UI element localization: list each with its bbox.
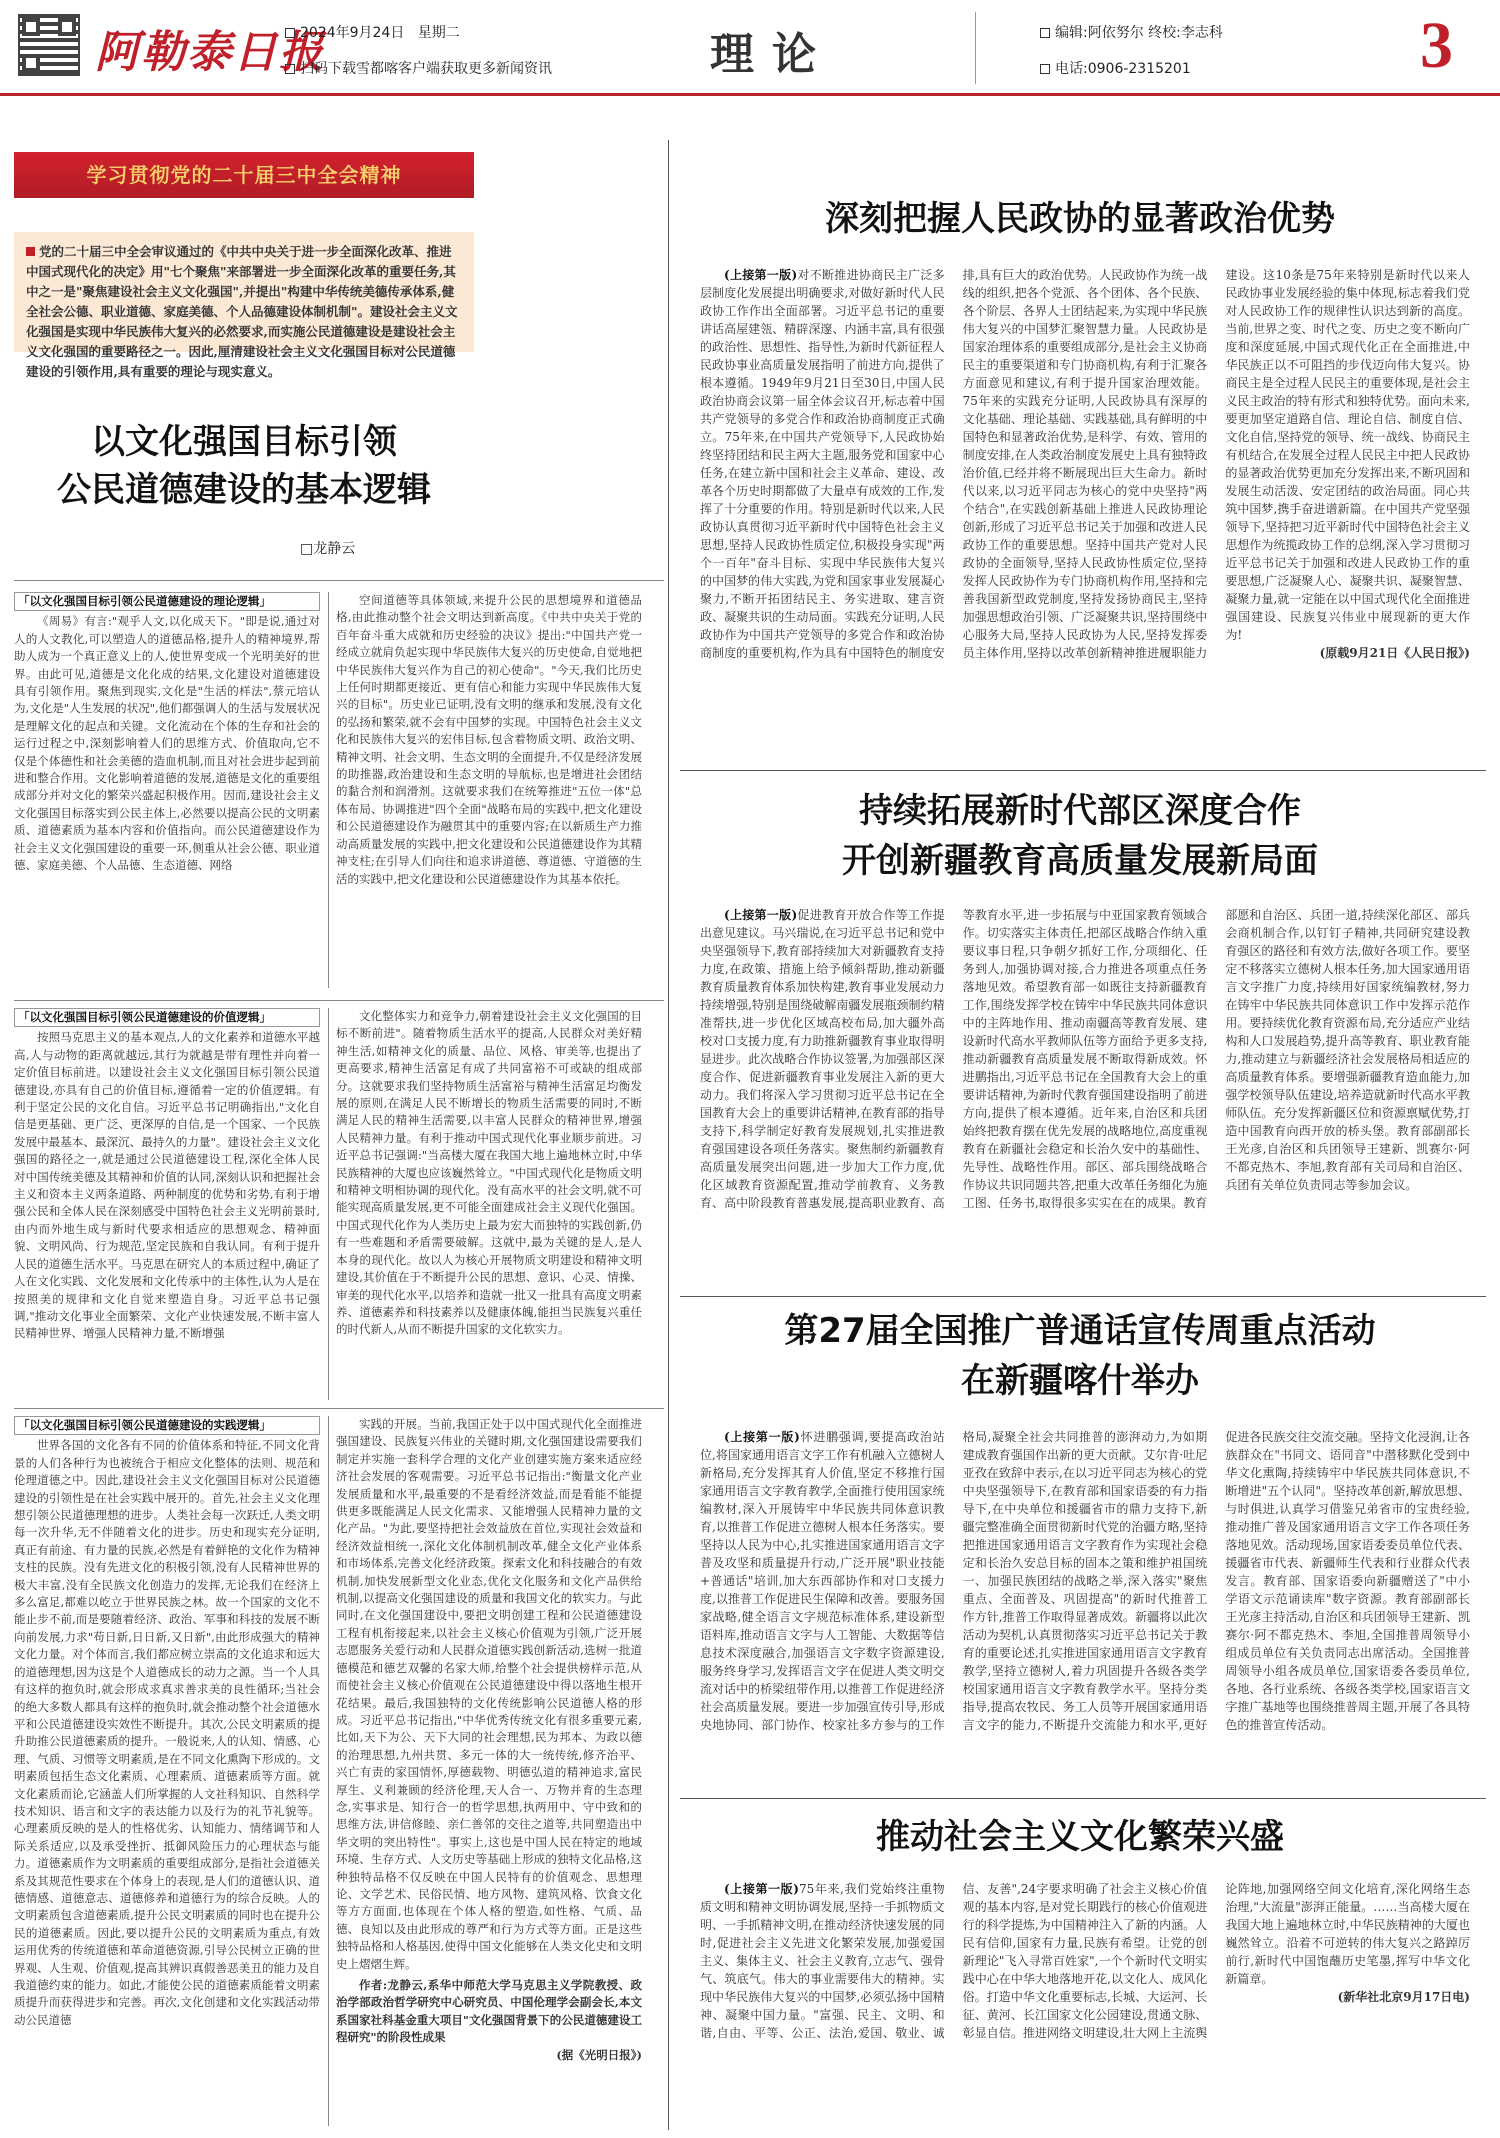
divider	[680, 1296, 1486, 1297]
page-divider	[668, 140, 669, 2130]
issue-date	[285, 22, 460, 42]
divider	[680, 1798, 1486, 1799]
divider	[14, 1000, 664, 1001]
a3-body	[700, 1428, 1470, 1790]
divider	[14, 580, 664, 581]
column-divider	[328, 1416, 329, 2126]
s2-col2	[336, 1008, 642, 1400]
header-divider	[975, 12, 976, 84]
s2-col1	[14, 1008, 320, 1400]
qr-hint-text: 扫码下载雪都喀客户端获取更多新闻资讯	[300, 61, 552, 77]
divider	[14, 1408, 664, 1409]
a4-lead: (上接第一版)	[724, 1882, 799, 1896]
a1-source: (原载9月21日《人民日报》)	[1319, 646, 1470, 660]
a3-title-line-1: 第27届全国推广普通话宣传周重点活动	[784, 1311, 1376, 1351]
editor-text: 编辑:阿依努尔 终校:李志科	[1055, 25, 1223, 41]
a2-text: 促进教育开放合作等工作提出意见建议。马兴瑞说,在习近平总书记和党中央坚强领导下,教育部持续加大对新疆教育支持力度,在政策、措施上给予倾斜帮助,推动新疆教育质量教育体系加快构建,教育事业发展动力持续增强,特别是围绕破解南疆发展瓶颈制约精准帮扶,进一步优化区域高校布局,加大疆外高校对口支援力度,有力助推新疆教育事业取得明显进步。此次战略合作协议签署,为加强部区深度合作、促进新疆教育事业发展注入新的更大动力。我们将深入学习贯彻习近平总书记在全国教育大会上的重要讲话精神,在教育部的指导支持下,科学制定好教育发展规划,扎实推进教育强国建设各项任务落实。聚焦制约新疆教育高质量发展突出问题,进一步加大工作力度,优化区域教育资源配置,推动学前教育、义务教育、高中阶段教育普惠发展,提高职业教育、高等教育水平,进一步拓展与中亚国家教育领域合作。切实落实主体责任,把部区战略合作纳入重要议事日程,只争朝夕抓好工作,分项细化、任务到人,加强协调对接,合力推进各项重点任务落地见效。希望教育部一如既往支持新疆教育工作,围绕发挥学校在铸牢中华民族共同体意识中的主阵地作用、推动南疆高等教育发展、建设新时代高水平教师队伍等方面给予更多支持,推动新疆教育高质量发展不断取得新成效。怀进鹏指出,习近平总书记在全国教育大会上的重要讲话精神,为新时代教育强国建设指明了前进方向,提供了根本遵循。近年来,自治区和兵团始终把教育摆在优先发展的战略地位,高度重视教育在新疆社会稳定和长治久安中的基础性、先导性、战略性作用。部区、部兵围绕战略合作协议共识同题共答,把重大改革任务细化为施工图、任务书,取得很多实实在在的成果。教育部愿和自治区、兵团一道,持续深化部区、部兵会商机制合作,以钉钉子精神,共同研究建设教育强区的路径和有效方法,做好各项工作。要坚定不移落实立德树人根本任务,加大国家通用语言文字推广力度,持续用好国家统编教材,努力在铸牢中华民族共同体意识工作中发挥示范作用。要持续优化教育资源布局,充分适应产业结构和人口发展趋势,提升高等教育、职业教育能力,推动建立与新疆经济社会发展格局相适应的高质量教育体系。要增强新疆教育造血能力,加强学校领导队伍建设,培养造就新时代高水平教师队伍。充分发挥新疆区位和资源禀赋优势,打造中国教育向西开放的桥头堡。教育部副部长王光彦,自治区和兵团领导王建新、凯赛尔·阿不都克热木、李旭,教育部有关司局和自治区、兵团有关单位负责同志等参加会议。	[700, 908, 1470, 1210]
s1-col1	[14, 592, 320, 988]
editor-credit	[1040, 22, 1223, 42]
s3-col2	[336, 1416, 642, 2126]
s3-col2-text: 实践的开展。当前,我国正处于以中国式现代化全面推进强国建设、民族复兴伟业的关键时期,文化强国建设需要我们制定并实施一套科学合理的文化产业创建实施方案来适应经济社会发展的客观需要。习近平总书记指出:"衡量文化产业发展质量和水平,最重要的不是看经济效益,而是看能不能提供更多既能满足人民文化需求、又能增强人民精神力量的文化产品。"为此,要坚持把社会效益放在首位,实现社会效益和经济效益相统一,深化文化体制机制改革,健全文化产业体系和市场体系,完善文化经济政策。探索文化和科技融合的有效机制,加快发展新型文化业态,优化文化服务和文化产品供给机制,以提高文化强国建设的质量和我国文化的软实力。与此同时,在文化强国建设中,要把文明创建工程和公民道德建设工程有机衔接起来,以社会主义核心价值观为引领,广泛开展志愿服务关爱行动和人民群众道德实践创新活动,选树一批道德模范和德艺双馨的名家大师,给整个社会提供榜样示范,从而使社会主义核心价值观在公民道德建设中得以落地生根开花结果。最后,我国独特的文化传统影响公民道德人格的形成。习近平总书记指出,"中华优秀传统文化有很多重要元素,比如,天下为公、天下大同的社会理想,民为邦本、为政以德的治理思想,九州共贯、多元一体的大一统传统,修齐治平、兴亡有责的家国情怀,厚德载物、明德弘道的精神追求,富民厚生、义利兼顾的经济伦理,天人合一、万物并育的生态理念,实事求是、知行合一的哲学思想,执两用中、守中致和的思维方法,讲信修睦、亲仁善邻的交往之道等,共同塑造出中华文明的突出特性"。事实上,这也是中国人民在特定的地域环境、生存方式、人文历史等基础上形成的独特文化品格,这种独特品格不仅反映在中国人民特有的价值观念、思想理论、文学艺术、民俗民情、地方风物、建筑风格、饮食文化等方方面面,也体现在个体人格的塑造,如性格、气质、品德、良知以及由此形成的尊严和行为方式等方面。正是这些独特品格和人格基因,使得中国文化能够在人类文化史和文明史上熠熠生辉。	[336, 1417, 642, 1971]
section-title: 理论	[710, 29, 834, 80]
s1-heading: 「以文化强国目标引领公民道德建设的理论逻辑」	[14, 592, 320, 611]
title-line-1: 以文化强国目标引领	[91, 422, 397, 462]
author-note: 作者:龙静云,系华中师范大学马克思主义学院教授、政治学部政治哲学研究中心研究员、中国伦理学会副会长,本文系国家社科基金重大项目"文化强国背景下的公民道德建设工程研究"的阶段性成果	[336, 1978, 642, 2045]
editor-intro	[14, 232, 474, 379]
column-divider	[328, 592, 329, 988]
a2-lead: (上接第一版)	[724, 908, 798, 922]
masthead	[0, 0, 1500, 96]
s3-col1-text: 世界各国的文化各有不同的价值体系和特征,不同文化背景的人们各种行为也被统合于相应文化整体的法则、规范和伦理道德之中。因此,建设社会主义文化强国目标对公民道德建设的引领性是在社会实践中展开的。首先,社会主义文化理想引领公民道德理想的进步。人类社会每一次跃迁,人类文明每一次升华,无不伴随着文化的进步。历史和现实充分证明,真正有前途、有力量的民族,必然是有着鲜艳的文化作为精神支柱的民族。没有先进文化的积极引领,没有人民精神世界的极大丰富,没有全民族文化创造力的发挥,无论我们在经济上多么富足,都难以屹立于世界民族之林。故一个国家的文化不能止步不前,而是要随着经济、政治、军事和科技的发展不断向前发展,力求"苟日新,日日新,又日新",由此形成强大的精神文化力量。对个体而言,我们都应树立崇高的文化追求和远大的道德理想,因为这是个人道德成长的动力之源。当一个人具有这样的抱负时,就会形成求真求善求美的良性循环;当社会的绝大多数人都具有这样的抱负时,就会推动整个社会道德水平和公民道德建设实效性不断提升。其次,公民文明素质的提升助推公民道德素质的提升。一般说来,人的认知、情感、心理、气质、习惯等文明素质,是在不同文化熏陶下形成的。文明素质包括生态文化素质、心理素质、道德素质等方面。就文化素质而论,它涵盖人们所掌握的人文社科知识、自然科学技术知识、语言和文字的表达能力以及行为的礼节礼貌等。心理素质反映的是人的性格优劣、认知能力、情绪调节和人际关系适应,以及承受挫折、抵御风险压力的心理状态与能力。道德素质作为文明素质的重要组成部分,是指社会道德关系及其规范性要求在个体身上的表现,是人们的道德认识、道德情感、道德意志、道德修养和道德行为的综合反映。人的文明素质包含道德素质,提升公民文明素质的同时也在提升公民的道德素质。因此,要以提升公民的文明素质为重点,有效运用优秀的传统道德和革命道德资源,引导公民树立正确的世界观、人生观、价值观,提高其辨识真假善恶美丑的能力及自我道德约束的能力。如此,才能使公民的道德素质能着文明素质提升而获得进步和完善。再次,文化创建和文化实践活动带动公民道德	[14, 1438, 320, 2027]
column-divider	[328, 1008, 329, 1400]
source-credit: (据《光明日报》)	[556, 2047, 642, 2062]
divider	[680, 770, 1486, 771]
s2-col1-text: 按照马克思主义的基本观点,人的文化素养和道德水平越高,人与动物的距离就越远,其行为就越是带有理性并向着一定价值目标前进。以建设社会主义文化强国目标引领公民道德建设,亦具有自己的价值目标,遵循着一定的价值逻辑。有利于坚定公民的文化自信。习近平总书记明确指出,"文化自信是更基础、更广泛、更深厚的自信,是一个国家、一个民族发展中最基本、最深沉、最持久的力量"。建设社会主义文化强国的路径之一,就是通过公民道德建设工程,深化全体人民对中国传统美德及其精神和价值的认同,深刻认识和把握社会主义和资本主义两条道路、两种制度的优势和劣势,有利于增强公民和全体人民在深刻感受中国特色社会主义光明前景时,由内而外地生成与新时代要求相适应的思想观念、精神面貌、文明风尚、行为规范,坚定民族和自我认同。有利于提升人民的道德生活水平。马克思在研究人的本质过程中,确证了人在文化实践、文化发展和文化传承中的主体性,认为人是在按照美的规律和文化自觉来塑造自身。习近平总书记强调,"推动文化事业全面繁荣、文化产业快速发展,不断丰富人民精神世界、增强人民精神力量,不断增强	[14, 1030, 320, 1341]
left-article-author: □龙静云	[300, 541, 356, 557]
s3-col1	[14, 1416, 320, 2126]
a4-source: (新华社北京9月17日电)	[1337, 1990, 1470, 2004]
a2-title-line-2: 开创新疆教育高质量发展新局面	[842, 841, 1318, 881]
a1-body	[700, 266, 1470, 766]
phone	[1040, 58, 1191, 78]
phone-text: 电话:0906-2315201	[1055, 61, 1191, 77]
a4-title: 推动社会主义文化繁荣兴盛	[876, 1817, 1284, 1857]
newspaper-logo: 阿勒泰日报	[95, 27, 325, 78]
s3-heading: 「以文化强国目标引领公民道德建设的实践逻辑」	[14, 1416, 320, 1435]
left-article-title	[14, 418, 474, 514]
a2-title-line-1: 持续拓展新时代部区深度合作	[859, 791, 1301, 831]
a3-title-line-2: 在新疆喀什举办	[961, 1361, 1199, 1401]
a3-text: 怀进鹏强调,要提高政治站位,将国家通用语言文字工作有机融入立德树人新格局,充分发挥其育人价值,坚定不移推行国家通用语言文字教育教学,全面推行使用国家统编教材,深入开展铸牢中华民族共同体意识教育,以推普工作促进立德树人根本任务落实。要坚持以人民为中心,扎实推进国家通用语言文字普及攻坚和质量提升行动,广泛开展"职业技能+普通话"培训,加大东西部协作和对口支援力度,以推普工作促进民生保障和改善。要服务国家战略,健全语言文字规范标准体系,建设新型语料库,推动语言文字与人工智能、大数据等信息技术深度融合,加强语言文字数字资源建设,服务终身学习,发挥语言文字在促进人类文明交流对话中的桥梁纽带作用,以推普工作促进经济社会高质量发展。要进一步加强宣传引导,形成央地协同、部门协作、校家社多方参与的工作格局,凝聚全社会共同推普的澎湃动力,为如期建成教育强国作出新的更大贡献。艾尔肯·吐尼亚孜在致辞中表示,在以习近平同志为核心的党中央坚强领导下,在教育部和国家语委的有力指导下,在中央单位和援疆省市的鼎力支持下,新疆完整准确全面贯彻新时代党的治疆方略,坚持把推进国家通用语言文字教育作为实现社会稳定和长治久安总目标的固本之策和维护祖国统一、加强民族团结的战略之举,深入落实"聚焦重点、全面普及、巩固提高"的新时代推普工作方针,推普工作取得显著成效。新疆将以此次活动为契机,认真贯彻落实习近平总书记关于教育的重要论述,扎实推进国家通用语言文字教育教学,坚持立德树人,着力巩固提升各级各类学校国家通用语言文字教育教学水平。坚持分类指导,提高农牧民、务工人员等开展国家通用语言文字的能力,不断提升交流能力和水平,更好促进各民族交往交流交融。坚持文化浸润,让各族群众在"书同文、语同音"中潜移默化受到中华文化熏陶,持续铸牢中华民族共同体意识,不断增进"五个认同"。坚持改革创新,解放思想、与时俱进,认真学习借鉴兄弟省市的宝贵经验,推动推广普及国家通用语言文字工作各项任务落地见效。活动现场,国家语委委员单位代表、援疆省市代表、新疆师生代表和行业群众代表发言。教育部、国家语委向新疆赠送了"中小学语文示范诵读库"数字资源。教育部副部长王光彦主持活动,自治区和兵团领导王建新、凯赛尔·阿不都克热木、李旭,全国推普周领导小组成员单位有关负责同志出席活动。全国推普周领导小组各成员单位,国家语委各委员单位,各地、各行业系统、各级各类学校,国家语言文字推广基地等也围绕推普周主题,开展了各具特色的推普宣传活动。	[700, 1430, 1470, 1732]
a4-text: 75年来,我们党始终注重物质文明和精神文明协调发展,坚持一手抓物质文明、一手抓精神文明,在推动经济快速发展的同时,促进社会主义先进文化繁荣发展,加强爱国主义、集体主义、社会主义教育,立志气、强骨气、筑底气。伟大的事业需要伟大的精神。实现中华民族伟大复兴的中国梦,必须弘扬中国精神、凝聚中国力量。"富强、民主、文明、和谐,自由、平等、公正、法治,爱国、敬业、诚信、友善",24字要求明确了社会主义核心价值观的基本内容,是对党长期践行的核心价值观进行的科学提炼,为中国精神注入了新的内涵。人民有信仰,国家有力量,民族有希望。让党的创新理论"飞入寻常百姓家",一个个新时代文明实践中心在中华大地落地开花,以文化人、成风化俗。打造中华文化重要标志,长城、大运河、长征、黄河、长江国家文化公园建设,贯通文脉、彰显自信。推进网络文明建设,壮大网上主流舆论阵地,加强网络空间文化培育,深化网络生态治理,"大流量"澎湃正能量。……当高楼大厦在我国大地上遍地林立时,中华民族精神的大厦也巍然耸立。沿着不可逆转的伟大复兴之路踔厉前行,新时代中国饱蘸历史笔墨,挥写中华文化新篇章。	[700, 1882, 1470, 2040]
s1-col2-text: 空间道德等具体领域,来提升公民的思想境界和道德品格,由此推动整个社会文明达到新高度。《中共中央关于党的百年奋斗重大成就和历史经验的决议》提出:"中国共产党一经成立就肩负起实现中华民族伟大复兴的历史使命,自觉地把中华民族伟大复兴作为自己的初心使命"。"今天,我们比历史上任何时期都更接近、更有信心和能力实现中华民族伟大复兴的目标"。历史业已证明,没有文明的继承和发展,没有文化的弘扬和繁荣,就不会有中国梦的实现。中国特色社会主义文化和民族伟大复兴的宏伟目标,包含着物质文明、政治文明、精神文明、社会文明、生态文明的全面提升,不仅是经济发展的助推器,政治建设和生态文明的导航标,也是增进社会团结的黏合剂和润滑剂。这就要求我们在统筹推进"五位一体"总体布局、协调推进"四个全面"战略布局的实践中,把文化建设和公民道德建设作为融贯其中的重要内容;在以新质生产力推动高质量发展的实践中,把文化建设和公民道德建设作为其精神支柱;在引导人们向往和追求讲道德、尊道德、守道德的生活的实践中,把文化建设和公民道德建设作为其基本依托。	[336, 593, 642, 886]
square-bullet-icon	[1040, 64, 1050, 74]
a3-lead: (上接第一版)	[724, 1430, 800, 1444]
title-line-2: 公民道德建设的基本逻辑	[57, 470, 431, 510]
date-text: 2024年9月24日	[300, 25, 405, 41]
a4-body	[700, 1880, 1470, 2128]
s1-col2	[336, 592, 642, 988]
a1-text: 对不断推进协商民主广泛多层制度化发展提出明确要求,对做好新时代人民政协工作作出全面部署。习近平总书记的重要讲话高屋建瓴、精辟深邃、内涵丰富,具有很强的政治性、思想性、指导性,为新时代新征程人民政协事业高质量发展指明了前进方向,提供了根本遵循。1949年9月21日至30日,中国人民政治协商会议第一届全体会议召开,标志着中国共产党领导的多党合作和政治协商制度正式确立。75年来,在中国共产党领导下,人民政协始终坚持团结和民主两大主题,服务党和国家中心任务,在建立新中国和社会主义革命、建设、改革各个历史时期都做了大量卓有成效的工作,发挥了十分重要的作用。特别是新时代以来,人民政协认真贯彻习近平新时代中国特色社会主义思想,坚持人民政协性质定位,积极投身实现"两个一百年"奋斗目标、实现中华民族伟大复兴的中国梦的伟大实践,为党和国家事业发展凝心聚力,不断开拓团结民主、务实进取、建言资政、凝聚共识的生动局面。实践充分证明,人民政协作为中国共产党领导的多党合作和政治协商制度的重要机构,作为具有中国特色的制度安排,具有巨大的政治优势。人民政协作为统一战线的组织,把各个党派、各个团体、各个民族、各个阶层、各界人士团结起来,为实现中华民族伟大复兴的中国梦汇聚智慧力量。人民政协是国家治理体系的重要组成部分,是社会主义协商民主的重要渠道和专门协商机构,有利于汇聚各方面意见和建议,有利于提升国家治理效能。75年来的实践充分证明,人民政协具有深厚的文化基础、理论基础、实践基础,具有鲜明的中国特色和显著政治优势,是科学、有效、管用的制度安排,在人类政治制度发展史上具有独特政治价值,已经并将不断展现出巨大生命力。新时代以来,以习近平同志为核心的党中央坚持"两个结合",在实践创新基础上推进人民政协理论创新,形成了习近平总书记关于加强和改进人民政协工作的重要思想。坚持中国共产党对人民政协的全面领导,坚持人民政协性质定位,坚持发挥人民政协作为专门协商机构作用,坚持和完善我国新型政党制度,坚持发扬协商民主,坚持加强思想政治引领、广泛凝聚共识,坚持围绕中心服务大局,坚持人民政协为人民,坚持发挥委员主体作用,坚持以改革创新精神推进履职能力建设。这10条是75年来特别是新时代以来人民政协事业发展经验的集中体现,标志着我们党对人民政协工作的规律性认识达到新的高度。当前,世界之变、时代之变、历史之变不断向广度和深度延展,中国式现代化正在全面推进,中华民族正以不可阻挡的步伐迈向伟大复兴。协商民主是全过程人民民主的重要体现,是社会主义民主政治的特有形式和独特优势。面向未来,要更加坚定道路自信、理论自信、制度自信、文化自信,坚持党的领导、统一战线、协商民主有机结合,在发展全过程人民民主中把人民政协的显著政治优势更加充分发挥出来,不断巩固和发展生动活泼、安定团结的政治局面。同心共筑中国梦,携手奋进谱新篇。在中国共产党坚强领导下,坚持把习近平新时代中国特色社会主义思想作为统揽政协工作的总纲,深入学习贯彻习近平总书记关于加强和改进人民政协工作的重要思想,广泛凝聚人心、凝聚共识、凝聚智慧、凝聚力量,就一定能在以中国式现代化全面推进强国建设、民族复兴伟业中展现新的更大作为!	[700, 268, 1470, 660]
a1-title: 深刻把握人民政协的显著政治优势	[825, 199, 1335, 239]
qr-code-icon[interactable]	[18, 14, 80, 76]
a3-title	[680, 1306, 1480, 1406]
intro-text: 党的二十届三中全会审议通过的《中共中央关于进一步全面深化改革、推进中国式现代化的决定》用"七个聚焦"来部署进一步全面深化改革的重要任务,其中之一是"聚焦建设社会主义文化强国",并提出"构建中华传统美德传承体系,健全社会公德、职业道德、家庭美德、个人品德建设体制机制"。建设社会主义文化强国是实现中华民族伟大复兴的必然要求,而实施公民道德建设是建设社会主义文化强国的重要路径之一。因此,厘清建设社会主义文化强国目标对公民道德建设的引领作用,具有重要的理论与现实意义。	[26, 244, 458, 379]
a1-lead: (上接第一版)	[724, 268, 798, 282]
s1-col1-text: 《周易》有言:"观乎人文,以化成天下。"即是说,通过对人的人文教化,可以塑造人的道德品格,提升人的精神境界,帮助人成为一个真正意义上的人,使世界变成一个光明美好的世界。由此可见,道德是文化化成的结果,文化建设对道德建设具有引领作用。聚焦到现实,文化是"生活的样法",蔡元培认为,文化是"人生发展的状况",他们都强调人的生活与发展状况是理解文化的起点和关键。文化流动在个体的生存和社会的运行过程之中,深刻影响着人们的思维方式、价值取向,它不仅是个体德性和社会美德的造血机制,而且对社会进步起到前进和整合作用。文化影响着道德的发展,道德是文化的重要组成部分并对文化的繁荣兴盛起积极作用。因而,建设社会主义文化强国目标落实到公民主体上,必然要以提高公民的文明素质、道德素质为基本内容和价值指向。而公民道德建设作为社会主义文化强国建设的重要一环,侧重从社会公德、职业道德、家庭美德、个人品德、生态道德、网络	[14, 614, 320, 873]
a2-title	[680, 786, 1480, 886]
weekday-text: 星期二	[417, 25, 460, 41]
square-bullet-icon	[1040, 28, 1050, 38]
s2-col2-text: 文化整体实力和竞争力,朝着建设社会主义文化强国的目标不断前进"。随着物质生活水平的提高,人民群众对美好精神生活,如精神文化的质量、品位、风格、审美等,也提出了更高要求,精神生活富足有成了共同富裕不可或缺的组成部分。这就要求我们坚持物质生活富裕与精神生活富足均衡发展的原则,在满足人民不断增长的物质生活需要的同时,不断满足人民的精神生活需要,以丰富人民群众的精神世界,增强人民精神力量。有利于推动中国式现代化事业顺步前进。习近平总书记强调:"当高楼大厦在我国大地上遍地林立时,中华民族精神的大厦也应该巍然耸立。"中国式现代化是物质文明和精神文明相协调的现代化。没有高水平的社会文明,就不可能实现高质量发展,更不可能全面建成社会主义现代化强国。中国式现代化作为人类历史上最为宏大而独特的实践创新,仍有一些难题和矛盾需要破解。这就中,最为关键的是人,是人本身的现代化。故以人为核心开展物质文明建设和精神文明建设,其价值在于不断提升公民的思想、意识、心灵、情操、审美的现代化水平,以培养和造就一批又一批具有高度文明素养、道德素养和科技素养以及健康体魄,能担当民族复兴重任的时代新人,从而不断提升国家的文化软实力。	[336, 1009, 642, 1337]
page-number: 3	[1420, 9, 1453, 82]
square-bullet-icon	[285, 28, 295, 38]
topic-banner: 学习贯彻党的二十届三中全会精神	[14, 152, 474, 198]
a2-body	[700, 906, 1470, 1290]
qr-hint	[285, 58, 552, 78]
red-square-icon	[26, 247, 35, 256]
s2-heading: 「以文化强国目标引领公民道德建设的价值逻辑」	[14, 1008, 320, 1027]
square-bullet-icon	[285, 64, 295, 74]
